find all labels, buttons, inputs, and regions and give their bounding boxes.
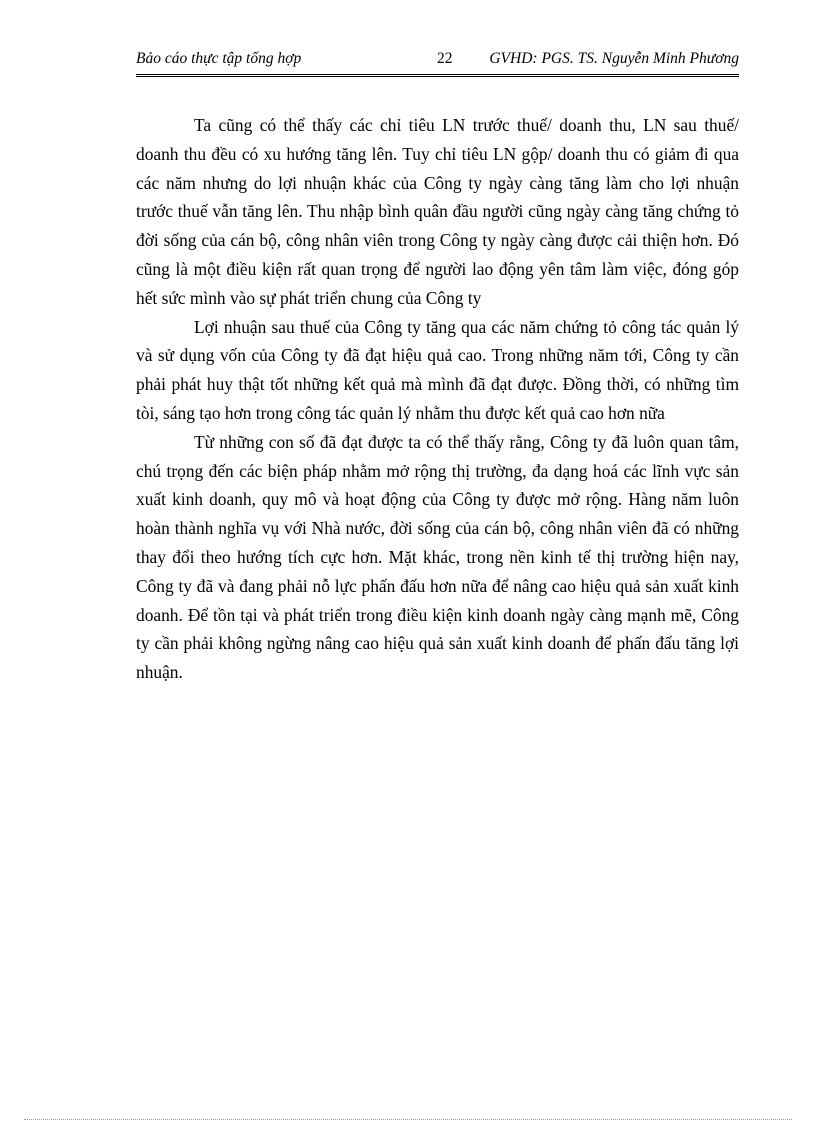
paragraph-conclusion: Từ những con số đã đạt được ta có thể thấy rằng, Công ty đã luôn quan tâm, chú trọng đến các biện pháp nhằm mở rộng thị trường, đa dạng hoá các lĩnh vực sản xuất kinh doanh, quy mô và hoạt động của Công ty được mở rộng. Hàng năm luôn hoàn thành nghĩa vụ với Nhà nước, đời sống của cán bộ, công nhân viên đã có những thay đổi theo hướng tích cực hơn. Mặt khác, trong nền kinh tế thị trường hiện nay, Công ty đã và đang phải nỗ lực phấn đấu hơn nữa để nâng cao hiệu quả sản xuất kinh doanh. Để tồn tại và phát triển trong điều kiện kinh doanh ngày càng mạnh mẽ, Công ty cần phải không ngừng nâng cao hiệu quả sản xuất kinh doanh để phấn đấu tăng lợi nhuận. [136, 431, 739, 683]
paragraph-after-tax-profit: Lợi nhuận sau thuế của Công ty tăng qua các năm chứng tỏ công tác quản lý và sử dụng vốn của Công ty đã đạt hiệu quả cao. Trong những năm tới, Công ty cần phải phát huy thật tốt những kết quả mà mình đã đạt được. Đồng thời, có những tìm tòi, sáng tạo hơn trong công tác quản lý nhằm thu được kết quả cao hơn nữa [136, 316, 739, 423]
header-page-number: 22 [437, 50, 453, 67]
page-bottom-dotted-line [24, 1119, 792, 1120]
paragraph-profit-indicators: Ta cũng có thể thấy các chỉ tiêu LN trước thuế/ doanh thu, LN sau thuế/ doanh thu đều có xu hướng tăng lên. Tuy chỉ tiêu LN gộp/ doanh thu có giảm đi qua các năm nhưng do lợi nhuận khác của Công ty ngày càng tăng làm cho lợi nhuận trước thuế vẫn tăng lên. Thu nhập bình quân đầu người cũng ngày càng tăng chứng tỏ đời sống của cán bộ, công nhân viên trong Công ty ngày càng được cải thiện hơn. Đó cũng là một điều kiện rất quan trọng để người lao động yên tâm làm việc, đóng góp hết sức mình vào sự phát triển chung của Công ty [136, 115, 739, 308]
body-text [136, 111, 739, 687]
header-double-rule [136, 74, 739, 77]
page-header [136, 48, 739, 70]
header-supervisor: GVHD: PGS. TS. Nguyễn Minh Phương [489, 50, 739, 67]
header-report-title: Bảo cáo thực tập tổng hợp [136, 50, 302, 67]
